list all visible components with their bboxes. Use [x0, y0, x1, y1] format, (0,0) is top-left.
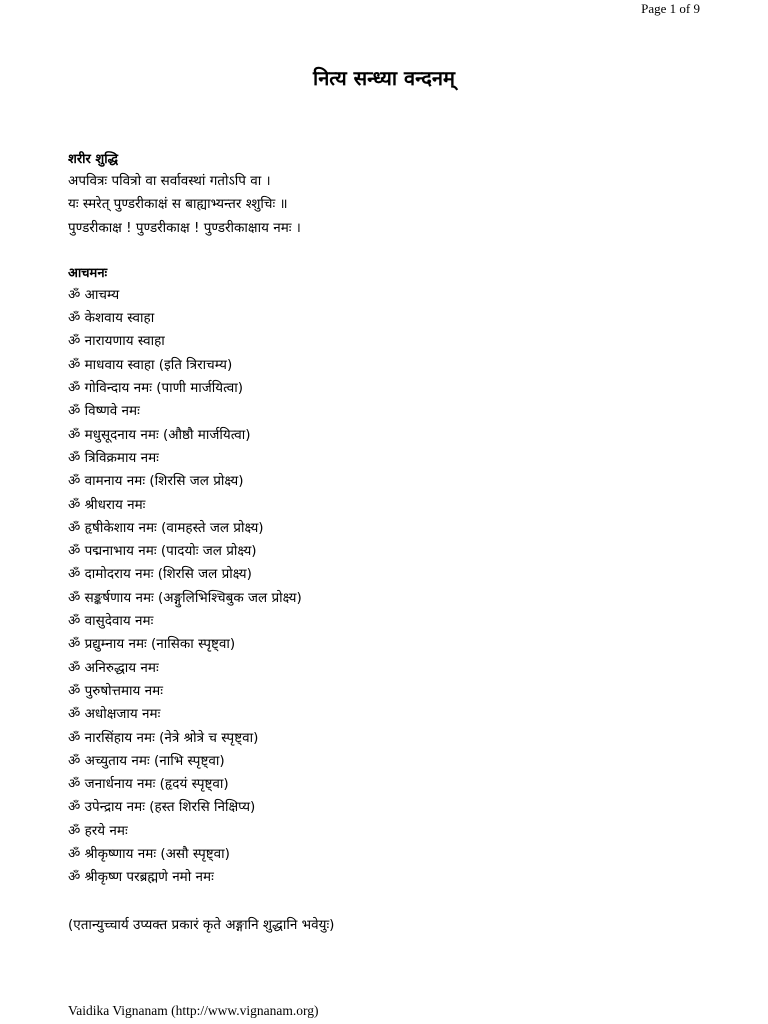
mantra-line: ॐ पुरुषोत्तमाय नमः: [68, 682, 163, 699]
achamana-section: [68, 264, 728, 890]
mantra-line: ॐ वासुदेवाय नमः: [68, 613, 154, 630]
page-number: Page 1 of 9: [641, 1, 700, 16]
mantra-line: ॐ हृषीकेशाय नमः (वामहस्ते जल प्रोक्ष्य): [68, 519, 264, 536]
section-heading-sharira: शरीर शुद्धि: [68, 152, 118, 167]
mantra-line: ॐ सङ्कर्षणाय नमः (अङ्गुलिभिश्चिबुक जल प्रोक्ष्य): [68, 589, 302, 606]
section-heading-achamana: आचमनः: [68, 265, 108, 281]
mantra-line: ॐ उपेन्द्राय नमः (हस्त शिरसि निक्षिप्य): [68, 799, 256, 816]
closing-note: (एतान्युच्चार्य उप्यक्त प्रकारं कृते अङ्गानि शुद्धानि भवेयुः): [68, 916, 335, 933]
mantra-line: ॐ श्रीकृष्ण परब्रह्मणे नमो नमः: [68, 869, 214, 886]
mantra-line: ॐ वामनाय नमः (शिरसि जल प्रोक्ष्य): [68, 473, 244, 490]
mantra-line: ॐ त्रिविक्रमाय नमः: [68, 449, 159, 466]
mantra-line: ॐ पद्मनाभाय नमः (पादयोः जल प्रोक्ष्य): [68, 543, 257, 560]
mantra-line: ॐ श्रीधराय नमः: [68, 496, 146, 513]
mantra-line: ॐ मधुसूदनाय नमः (औष्ठौ मार्जयित्वा): [68, 426, 251, 443]
mantra-line: ॐ नारायणाय स्वाहा: [68, 333, 165, 350]
mantra-line: ॐ अधोक्षजाय नमः: [68, 706, 161, 723]
mantra-line: ॐ हरये नमः: [68, 822, 128, 839]
verse-line: पुण्डरीकाक्ष ! पुण्डरीकाक्ष ! पुण्डरीकाक्षाय नमः ।: [68, 219, 301, 236]
verse-line: यः स्मरेत् पुण्डरीकाक्षं स बाह्याभ्यन्तर श्शुचिः ॥: [68, 196, 288, 213]
mantra-line: ॐ दामोदराय नमः (शिरसि जल प्रोक्ष्य): [68, 566, 252, 583]
mantra-line: ॐ अनिरुद्धाय नमः: [68, 659, 159, 676]
mantra-line: ॐ प्रद्युम्नाय नमः (नासिका स्पृष्ट्वा): [68, 636, 236, 653]
mantra-line: ॐ गोविन्दाय नमः (पाणी मार्जयित्वा): [68, 380, 243, 397]
mantra-line: ॐ श्रीकृष्णाय नमः (असौ स्पृष्ट्वा): [68, 846, 230, 863]
mantra-line: ॐ विष्णवे नमः: [68, 403, 140, 420]
mantra-line: ॐ जनार्धनाय नमः (हृदयं स्पृष्ट्वा): [68, 776, 229, 793]
mantra-line: ॐ माधवाय स्वाहा (इति त्रिराचम्य): [68, 356, 233, 373]
document-body: [68, 150, 728, 937]
verse-line: अपवित्रः पवित्रो वा सर्वावस्थां गतोऽपि वा ।: [68, 173, 271, 189]
document-title: नित्य सन्ध्या वन्दनम्: [313, 66, 455, 90]
mantra-line: ॐ अच्युताय नमः (नाभि स्पृष्ट्वा): [68, 752, 225, 769]
mantra-line: ॐ नारसिंहाय नमः (नेत्रे श्रोत्रे च स्पृष्ट्वा): [68, 729, 259, 746]
footer-source: Vaidika Vignanam (http://www.vignanam.org): [68, 1003, 319, 1018]
mantra-line: ॐ केशवाय स्वाहा: [68, 310, 155, 327]
sharira-shuddhi-section: [68, 150, 728, 240]
mantra-line: ॐ आचम्य: [68, 286, 120, 303]
